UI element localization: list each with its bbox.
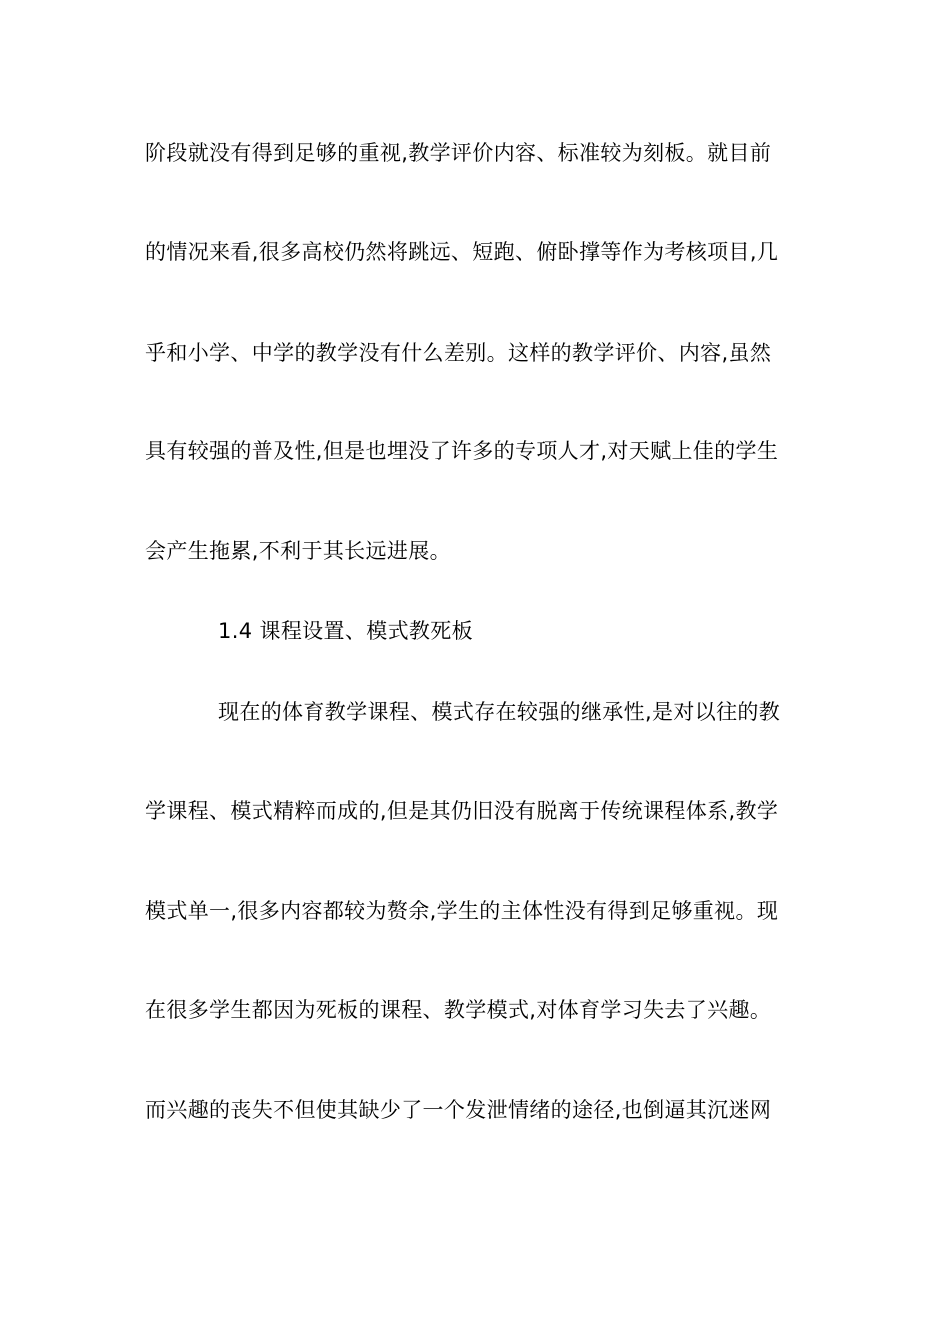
paragraph-line: 阶段就没有得到足够的重视,教学评价内容、标准较为刻板。就目前 <box>145 141 772 165</box>
paragraph-line: 模式单一,很多内容都较为赘余,学生的主体性没有得到足够重视。现 <box>145 899 779 923</box>
paragraph-line: 在很多学生都因为死板的课程、教学模式,对体育学习失去了兴趣。 <box>145 998 772 1022</box>
paragraph-line: 而兴趣的丧失不但使其缺少了一个发泄情绪的途径,也倒逼其沉迷网 <box>145 1098 772 1122</box>
paragraph-line: 学课程、模式精粹而成的,但是其仍旧没有脱离于传统课程体系,教学 <box>145 799 779 823</box>
paragraph-line: 现在的体育教学课程、模式存在较强的继承性,是对以往的教 <box>218 700 781 724</box>
paragraph-line: 会产生拖累,不利于其长远进展。 <box>145 539 451 563</box>
paragraph-line: 乎和小学、中学的教学没有什么差别。这样的教学评价、内容,虽然 <box>145 341 772 365</box>
paragraph-line: 具有较强的普及性,但是也埋没了许多的专项人才,对天赋上佳的学生 <box>145 439 779 463</box>
paragraph-line: 的情况来看,很多高校仍然将跳远、短跑、俯卧撑等作为考核项目,几 <box>145 240 779 264</box>
section-heading: 1.4 课程设置、模式教死板 <box>218 619 473 643</box>
